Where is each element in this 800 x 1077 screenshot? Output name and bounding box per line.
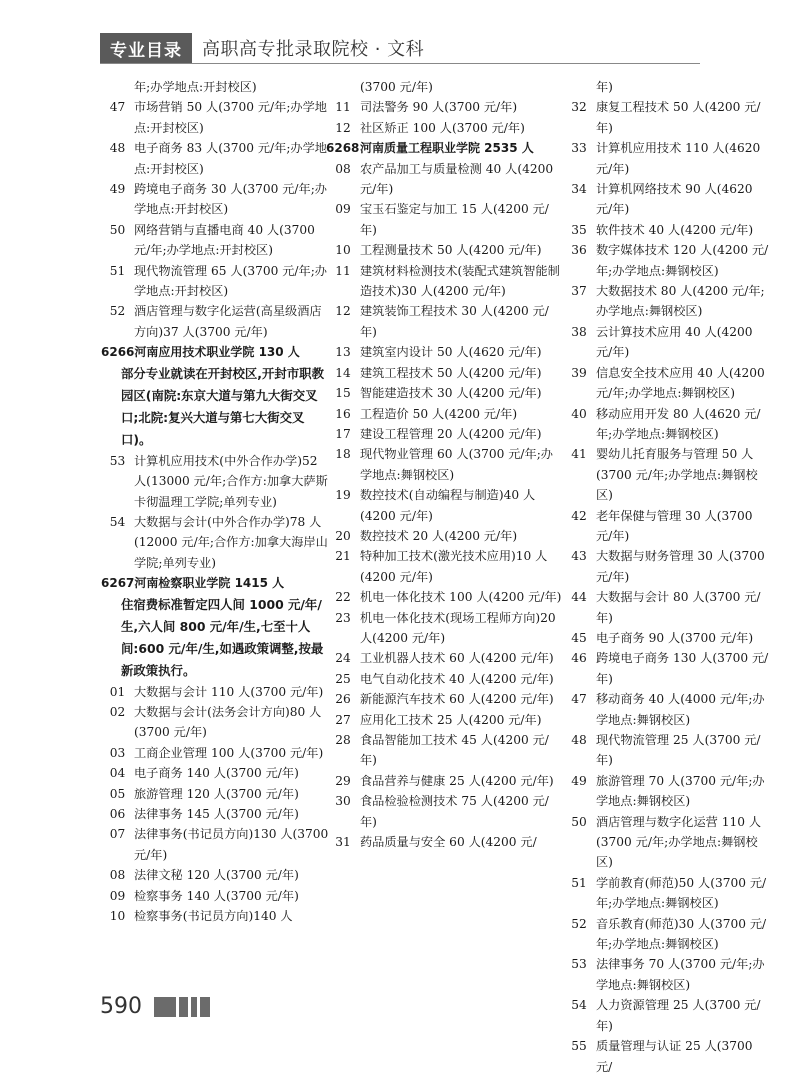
major-entry <box>101 906 333 926</box>
major-entry <box>101 824 333 865</box>
major-entry <box>562 138 772 179</box>
footer-bar <box>191 997 197 1017</box>
major-text: 大数据与会计(中外合作办学)78 人(12000 元/年;合作方:加拿大海岸山学院;单列专业) <box>134 514 328 570</box>
major-code: 48 <box>571 733 587 747</box>
page-title: 高职高专批录取院校 · 文科 <box>202 39 425 60</box>
major-code: 51 <box>571 875 587 890</box>
major-code: 30 <box>335 794 351 809</box>
major-entry <box>326 199 562 240</box>
major-text: 网络营销与直播电商 40 人(3700 元/年;办学地点:开封校区) <box>134 222 315 258</box>
major-text: 电子商务 83 人(3700 元/年;办学地点:开封校区) <box>134 141 327 176</box>
column-right <box>562 77 772 1077</box>
major-code: 05 <box>109 786 126 801</box>
major-code: 03 <box>109 745 126 760</box>
major-entry <box>562 281 772 322</box>
major-entry <box>101 865 333 885</box>
major-entry <box>326 118 562 138</box>
major-text: 法律事务 145 人(3700 元/年) <box>134 806 299 821</box>
major-entry <box>326 444 562 485</box>
major-entry <box>326 485 562 526</box>
major-text: 法律文秘 120 人(3700 元/年) <box>134 868 299 883</box>
major-code: 19 <box>335 488 351 503</box>
major-code: 24 <box>335 651 351 666</box>
major-code: 48 <box>109 141 126 156</box>
header-divider <box>100 63 700 64</box>
major-code: 07 <box>109 827 126 842</box>
major-code: 28 <box>335 733 351 747</box>
major-text: 电子商务 90 人(3700 元/年) <box>596 630 754 645</box>
major-code: 52 <box>109 304 126 319</box>
major-code: 04 <box>109 766 126 781</box>
major-code: 39 <box>571 365 587 380</box>
major-text: 食品智能加工技术 45 人(4200 元/年) <box>360 733 549 768</box>
major-text: 特种加工技术(激光技术应用)10 人(4200 元/年) <box>360 549 548 584</box>
major-text: 数控技术 20 人(4200 元/年) <box>360 528 518 543</box>
major-code: 21 <box>335 549 351 564</box>
major-text: 现代物流管理 25 人(3700 元/年) <box>596 733 761 768</box>
major-code: 10 <box>109 909 126 923</box>
school-name: 河南应用技术职业学院 130 人 <box>134 345 300 360</box>
major-text: 移动应用开发 80 人(4620 元/年;办学地点:舞钢校区) <box>596 406 761 441</box>
major-entry <box>326 546 562 587</box>
major-text: 社区矫正 100 人(3700 元/年) <box>360 120 525 135</box>
major-code: 08 <box>109 868 126 883</box>
major-text: 学前教育(师范)50 人(3700 元/年;办学地点:舞钢校区) <box>596 875 767 911</box>
major-entry <box>562 771 772 812</box>
major-text: 旅游管理 120 人(3700 元/年) <box>134 786 299 801</box>
major-code: 08 <box>335 161 351 176</box>
major-text: 大数据与会计 110 人(3700 元/年) <box>134 684 324 699</box>
major-entry <box>562 873 772 914</box>
major-code: 12 <box>335 120 351 135</box>
major-text: 电气自动化技术 40 人(4200 元/年) <box>360 671 554 686</box>
major-text: 跨境电子商务 30 人(3700 元/年;办学地点:开封校区) <box>134 182 327 217</box>
major-entry <box>101 702 333 743</box>
major-code: 23 <box>335 610 351 625</box>
major-entry <box>562 914 772 955</box>
major-code: 46 <box>571 651 587 666</box>
major-code: 09 <box>335 202 351 217</box>
major-code: 22 <box>335 590 351 605</box>
major-code: 37 <box>571 284 587 299</box>
major-code: 38 <box>571 324 587 339</box>
major-entry <box>326 383 562 403</box>
major-entry <box>562 444 772 505</box>
major-entry <box>101 512 333 573</box>
major-entry <box>562 97 772 138</box>
major-code: 55 <box>571 1039 587 1054</box>
major-text: 数控技术(自动编程与制造)40 人(4200 元/年) <box>360 488 536 523</box>
major-entry <box>562 220 772 240</box>
footer-bars <box>154 997 213 1017</box>
major-entry <box>326 97 562 117</box>
school-name: 河南检察职业学院 1415 人 <box>134 576 285 591</box>
major-text: 电子商务 140 人(3700 元/年) <box>134 766 299 781</box>
major-code: 27 <box>335 712 351 727</box>
major-code <box>326 77 360 97</box>
major-code: 44 <box>571 590 587 605</box>
major-text: 年) <box>596 80 613 94</box>
major-entry <box>562 77 772 97</box>
major-code: 13 <box>335 345 351 360</box>
major-code <box>562 77 596 97</box>
major-code: 47 <box>571 692 587 707</box>
major-entry <box>326 159 562 200</box>
major-entry <box>562 506 772 547</box>
major-entry <box>326 363 562 383</box>
major-code: 49 <box>109 182 126 197</box>
major-entry <box>101 763 333 783</box>
major-text: 法律事务 70 人(3700 元/年;办学地点:舞钢校区) <box>596 957 765 992</box>
major-code: 31 <box>335 835 351 850</box>
major-text: 应用化工技术 25 人(4200 元/年) <box>360 712 542 727</box>
major-text: 酒店管理与数字化运营(高星级酒店方向)37 人(3700 元/年) <box>134 304 322 339</box>
major-code: 33 <box>571 141 587 156</box>
school-code: 6268 <box>326 141 360 156</box>
major-text: 酒店管理与数字化运营 110 人(3700 元/年;办学地点:舞钢校区) <box>596 814 762 870</box>
major-code: 40 <box>571 406 587 421</box>
column-middle <box>326 77 562 852</box>
major-entry <box>326 791 562 832</box>
major-code: 17 <box>335 426 351 441</box>
major-text: 计算机网络技术 90 人(4620 元/年) <box>596 182 753 217</box>
major-code <box>101 77 134 97</box>
major-code: 32 <box>571 100 587 115</box>
page-number: 590 <box>100 994 142 1019</box>
major-text: 建筑室内设计 50 人(4620 元/年) <box>360 345 542 360</box>
footer-bar <box>179 997 188 1017</box>
major-entry <box>101 804 333 824</box>
major-entry <box>101 261 333 302</box>
major-entry <box>562 995 772 1036</box>
school-entry <box>326 138 562 158</box>
major-code: 01 <box>109 684 126 699</box>
major-text: 食品检验检测技术 75 人(4200 元/年) <box>360 794 549 829</box>
major-entry <box>562 954 772 995</box>
major-entry <box>326 424 562 444</box>
major-code: 11 <box>335 100 351 115</box>
major-entry <box>326 404 562 424</box>
major-code: 47 <box>109 100 126 115</box>
major-code: 11 <box>335 263 351 278</box>
major-entry <box>326 648 562 668</box>
major-code: 53 <box>571 957 587 972</box>
major-entry <box>101 784 333 804</box>
major-text: 跨境电子商务 130 人(3700 元/年) <box>596 651 769 686</box>
major-text: 老年保健与管理 30 人(3700 元/年) <box>596 508 753 543</box>
major-code: 16 <box>335 406 351 421</box>
major-code: 10 <box>335 243 351 258</box>
major-entry <box>326 771 562 791</box>
major-entry <box>101 179 333 220</box>
major-code: 18 <box>335 447 351 462</box>
major-entry <box>101 682 333 702</box>
major-entry <box>562 179 772 220</box>
major-code: 09 <box>109 888 126 903</box>
page-header <box>100 34 424 62</box>
major-text: (3700 元/年) <box>360 80 433 94</box>
major-entry <box>326 77 562 97</box>
major-text: 旅游管理 70 人(3700 元/年;办学地点:舞钢校区) <box>596 773 765 809</box>
major-entry <box>101 301 333 342</box>
major-text: 市场营销 50 人(3700 元/年;办学地点:开封校区) <box>134 100 327 135</box>
major-text: 药品质量与安全 60 人(4200 元/ <box>360 835 537 850</box>
major-entry <box>562 322 772 363</box>
major-entry <box>562 240 772 281</box>
major-text: 现代物业管理 60 人(3700 元/年;办学地点:舞钢校区) <box>360 447 553 482</box>
major-entry <box>326 342 562 362</box>
major-text: 检察事务(书记员方向)140 人 <box>134 909 293 923</box>
school-entry <box>101 342 333 362</box>
major-code: 45 <box>571 630 587 645</box>
major-entry <box>562 363 772 404</box>
major-code: 54 <box>571 998 587 1013</box>
major-text: 数字媒体技术 120 人(4200 元/年;办学地点:舞钢校区) <box>596 243 769 278</box>
major-entry <box>562 404 772 445</box>
school-code: 6267 <box>101 576 135 591</box>
major-entry <box>101 886 333 906</box>
major-text: 建筑工程技术 50 人(4200 元/年) <box>360 365 542 380</box>
major-entry <box>562 628 772 648</box>
major-code: 49 <box>571 773 587 788</box>
major-entry <box>326 587 562 607</box>
major-code: 34 <box>571 182 587 197</box>
major-entry <box>326 526 562 546</box>
school-entry <box>101 573 333 593</box>
section-badge: 专业目录 <box>100 33 192 64</box>
major-entry <box>101 77 333 97</box>
major-entry <box>101 220 333 261</box>
major-text: 宝玉石鉴定与加工 15 人(4200 元/年) <box>360 202 549 237</box>
major-entry <box>562 648 772 689</box>
major-text: 音乐教育(师范)30 人(3700 元/年;办学地点:舞钢校区) <box>596 916 767 952</box>
major-entry <box>326 261 562 302</box>
major-entry <box>326 689 562 709</box>
major-text: 建设工程管理 20 人(4200 元/年) <box>360 426 542 441</box>
major-text: 工商企业管理 100 人(3700 元/年) <box>134 745 324 760</box>
major-entry <box>326 669 562 689</box>
major-code: 02 <box>109 704 126 719</box>
major-text: 新能源汽车技术 60 人(4200 元/年) <box>360 692 554 707</box>
major-text: 建筑装饰工程技术 30 人(4200 元/年) <box>360 304 549 339</box>
major-text: 工程造价 50 人(4200 元/年) <box>360 406 518 421</box>
major-entry <box>562 546 772 587</box>
major-entry <box>562 812 772 873</box>
major-code: 42 <box>571 508 587 523</box>
column-left <box>101 77 333 926</box>
school-note: 部分专业就读在开封校区,开封市职教园区(南院:东京大道与第九大街交叉口;北院:复兴大道与第七大街交叉口)。 <box>121 365 324 447</box>
major-text: 康复工程技术 50 人(4200 元/年) <box>596 100 761 135</box>
major-entry <box>562 587 772 628</box>
major-text: 智能建造技术 30 人(4200 元/年) <box>360 386 542 401</box>
major-text: 婴幼儿托育服务与管理 50 人(3700 元/年;办学地点:舞钢校区) <box>596 447 758 503</box>
major-text: 年;办学地点:开封校区) <box>134 80 257 94</box>
major-code: 12 <box>335 304 351 319</box>
major-text: 计算机应用技术 110 人(4620 元/年) <box>596 141 761 176</box>
major-text: 法律事务(书记员方向)130 人(3700 元/年) <box>134 827 329 862</box>
major-code: 15 <box>335 386 351 401</box>
major-text: 信息安全技术应用 40 人(4200 元/年;办学地点:舞钢校区) <box>596 365 765 401</box>
major-text: 食品营养与健康 25 人(4200 元/年) <box>360 773 554 788</box>
major-code: 50 <box>109 222 126 237</box>
major-text: 大数据与会计(法务会计方向)80 人(3700 元/年) <box>134 704 322 740</box>
major-entry <box>326 608 562 649</box>
major-text: 建筑材料检测技术(装配式建筑智能制造技术)30 人(4200 元/年) <box>360 263 560 299</box>
page-footer <box>100 994 213 1019</box>
major-text: 大数据与会计 80 人(3700 元/年) <box>596 590 761 625</box>
major-entry <box>101 451 333 512</box>
school-note: 住宿费标准暂定四人间 1000 元/年/生,六人间 800 元/年/生,七至十人间:600 元/年/生,如遇政策调整,按最新政策执行。 <box>121 596 324 678</box>
major-code: 52 <box>571 916 587 931</box>
major-entry <box>326 710 562 730</box>
major-text: 工程测量技术 50 人(4200 元/年) <box>360 243 542 258</box>
major-text: 工业机器人技术 60 人(4200 元/年) <box>360 651 554 666</box>
school-code: 6266 <box>101 345 135 360</box>
major-code: 26 <box>335 692 351 707</box>
major-text: 质量管理与认证 25 人(3700 元/ <box>596 1039 753 1074</box>
major-entry <box>101 743 333 763</box>
major-code: 25 <box>335 671 351 686</box>
major-entry <box>326 301 562 342</box>
major-text: 农产品加工与质量检测 40 人(4200 元/年) <box>360 161 554 197</box>
major-code: 20 <box>335 528 351 543</box>
major-text: 大数据技术 80 人(4200 元/年;办学地点:舞钢校区) <box>596 284 765 319</box>
major-code: 41 <box>571 447 587 462</box>
major-text: 机电一体化技术 100 人(4200 元/年) <box>360 590 562 605</box>
major-code: 51 <box>109 263 126 278</box>
major-text: 检察事务 140 人(3700 元/年) <box>134 888 299 903</box>
major-entry <box>326 240 562 260</box>
footer-bar <box>154 997 176 1017</box>
major-code: 29 <box>335 773 351 788</box>
major-code: 53 <box>109 453 126 468</box>
major-text: 计算机应用技术(中外合作办学)52 人(13000 元/年;合作方:加拿大萨斯卡彻温理工学院;单列专业) <box>134 453 328 509</box>
major-text: 软件技术 40 人(4200 元/年) <box>596 222 754 237</box>
major-text: 云计算技术应用 40 人(4200 元/年) <box>596 324 753 360</box>
major-entry <box>101 97 333 138</box>
major-text: 人力资源管理 25 人(3700 元/年) <box>596 998 761 1033</box>
major-code: 50 <box>571 814 587 829</box>
major-code: 36 <box>571 243 587 258</box>
major-entry <box>562 689 772 730</box>
major-text: 机电一体化技术(现场工程师方向)20 人(4200 元/年) <box>360 610 556 645</box>
major-text: 司法警务 90 人(3700 元/年) <box>360 100 518 115</box>
major-entry <box>101 138 333 179</box>
major-code: 06 <box>109 806 126 821</box>
major-entry <box>562 1036 772 1077</box>
school-name: 河南质量工程职业学院 2535 人 <box>360 141 534 156</box>
major-entry <box>326 832 562 852</box>
major-text: 现代物流管理 65 人(3700 元/年;办学地点:开封校区) <box>134 263 327 299</box>
major-text: 移动商务 40 人(4000 元/年;办学地点:舞钢校区) <box>596 692 765 727</box>
major-code: 35 <box>571 222 587 237</box>
major-code: 14 <box>335 365 351 380</box>
major-entry <box>562 730 772 771</box>
major-code: 54 <box>109 514 126 529</box>
major-code: 43 <box>571 549 587 564</box>
major-text: 大数据与财务管理 30 人(3700 元/年) <box>596 549 765 584</box>
major-entry <box>326 730 562 771</box>
footer-bar <box>200 997 210 1017</box>
